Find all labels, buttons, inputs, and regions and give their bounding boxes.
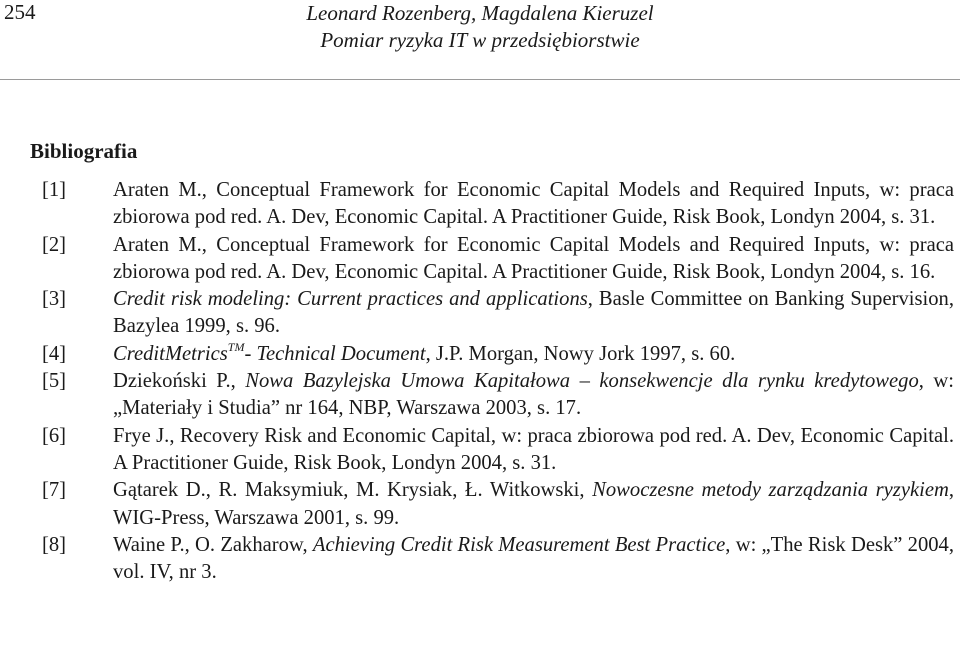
- reference-segment: Araten M., Conceptual Framework for Economic Capital Models and Required Inputs, w: praca zbiorowa pod red. A. Dev, Economic Capital. A Practitioner Guide, Risk Book, Londyn 2004, s. 16.: [113, 233, 954, 283]
- reference-item: [30, 286, 954, 341]
- reference-title-italic: Achieving Credit Risk Measurement Best Practice: [312, 533, 726, 556]
- reference-title-italic: Nowoczesne metody zarządzania ryzykiem: [592, 479, 949, 502]
- reference-text: [113, 423, 954, 478]
- reference-title-italic: TM: [227, 339, 245, 354]
- reference-segment: Frye J., Recovery Risk and Economic Capital, w: praca zbiorowa pod red. A. Dev, Economic Capital. A Practitioner Guide, Risk Book, Londyn 2004, s. 31.: [113, 424, 954, 474]
- reference-segment: Gątarek D., R. Maksymiuk, M. Krysiak, Ł. Witkowski,: [113, 479, 593, 502]
- reference-segment: , w: „Materiały i Studia” nr 164, NBP, Warszawa 2003, s. 17.: [113, 370, 954, 420]
- reference-segment: Araten M., Conceptual Framework for Economic Capital Models and Required Inputs, w: praca zbiorowa pod red. A. Dev, Economic Capital. A Practitioner Guide, Risk Book, Londyn 2004, s. 31.: [113, 179, 954, 229]
- reference-number: [3]: [42, 288, 67, 311]
- reference-text: [113, 177, 954, 232]
- bibliography-heading: Bibliografia: [30, 139, 138, 163]
- reference-number: [6]: [42, 424, 67, 447]
- reference-number: [2]: [42, 233, 67, 256]
- reference-title-italic: Credit risk modeling: Current practices and applications: [113, 288, 588, 311]
- reference-item: [30, 423, 954, 478]
- reference-segment: , J.P. Morgan, Nowy Jork 1997, s. 60.: [425, 342, 736, 365]
- page-number: 254: [4, 0, 36, 24]
- reference-segment: , Basle Committee on Banking Supervision, Bazylea 1999, s. 96.: [113, 288, 954, 338]
- reference-number: [5]: [42, 370, 67, 393]
- running-head-title: Pomiar ryzyka IT w przedsiębiorstwie: [320, 28, 640, 52]
- reference-item: [30, 177, 954, 232]
- reference-title-italic: Nowa Bazylejska Umowa Kapitałowa – konsekwencje dla rynku kredytowego: [245, 370, 919, 393]
- reference-item: [30, 232, 954, 287]
- reference-title-italic: - Technical Document: [244, 342, 426, 365]
- reference-text: [113, 341, 954, 368]
- header-divider: [0, 79, 960, 80]
- reference-segment: Waine P., O. Zakharow,: [113, 533, 313, 556]
- running-head-authors: Leonard Rozenberg, Magdalena Kieruzel: [306, 1, 654, 25]
- reference-text: [113, 477, 954, 532]
- reference-segment: , WIG-Press, Warszawa 2001, s. 99.: [113, 479, 954, 529]
- reference-title-italic: CreditMetrics: [113, 342, 228, 365]
- reference-number: [1]: [42, 179, 67, 201]
- reference-text: [113, 368, 954, 423]
- reference-segment: , w: „The Risk Desk” 2004, vol. IV, nr 3.: [113, 533, 954, 584]
- reference-text: [113, 232, 954, 287]
- reference-item: [30, 341, 954, 368]
- reference-list: [30, 177, 954, 586]
- reference-item: [30, 532, 954, 587]
- reference-number: [7]: [42, 479, 67, 502]
- reference-text: [113, 532, 954, 587]
- reference-number: [8]: [42, 533, 67, 556]
- reference-number: [4]: [42, 342, 67, 365]
- reference-item: [30, 477, 954, 532]
- reference-item: [30, 368, 954, 423]
- reference-segment: Dziekoński P.,: [113, 370, 246, 393]
- reference-text: [113, 286, 954, 341]
